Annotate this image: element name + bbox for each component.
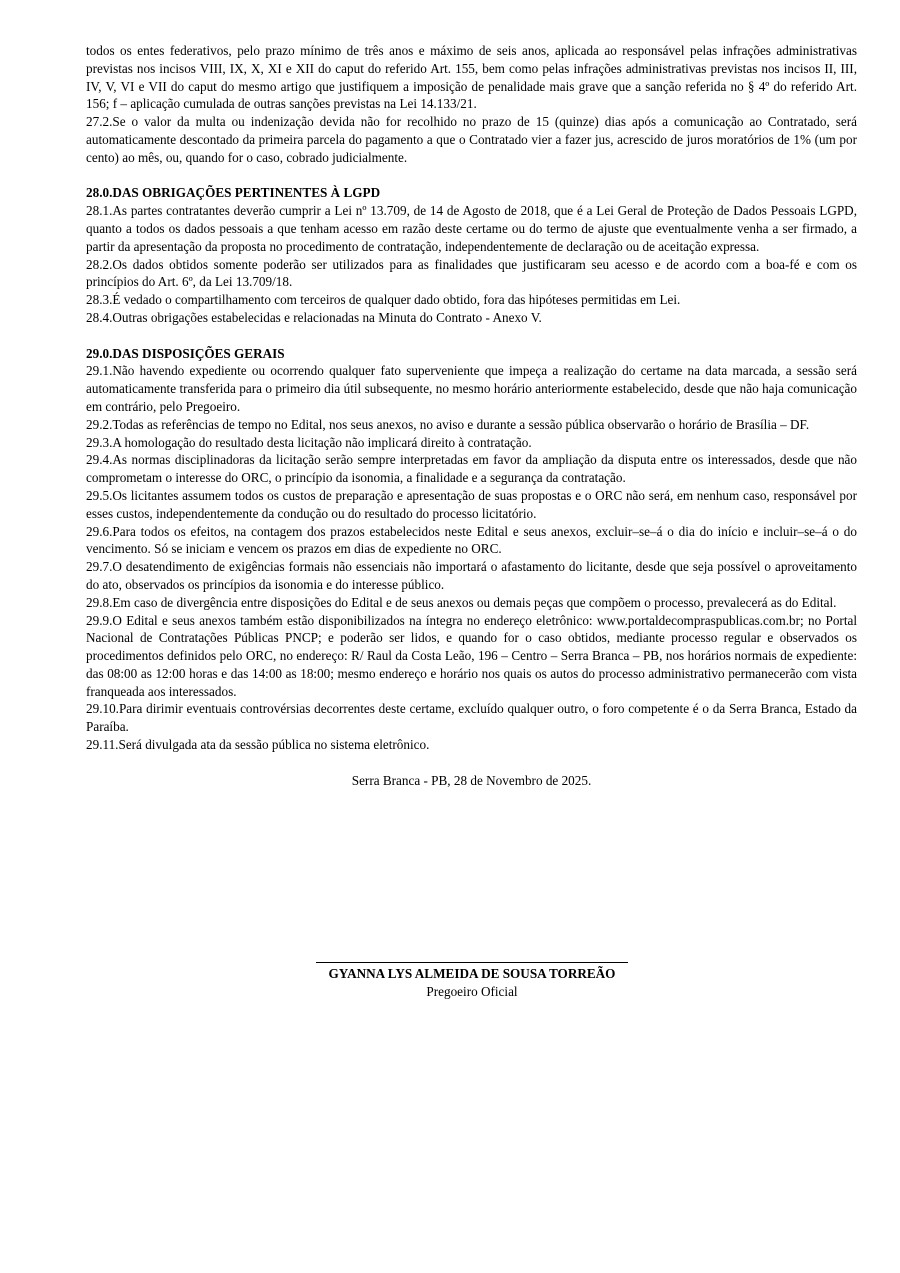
clause-28-4: 28.4.Outras obrigações estabelecidas e relacionadas na Minuta do Contrato - Anexo V. xyxy=(86,309,542,325)
clause-28-2: 28.2.Os dados obtidos somente poderão ser utilizados para as finalidades que justificaram seu acesso e de acordo com a boa-fé e com os princípios do Art. 6º, da Lei 13.709/18. xyxy=(86,256,857,290)
clause-27-2: 27.2.Se o valor da multa ou indenização devida não for recolhido no prazo de 15 (quinze) dias após a comunicação ao Contratado, será automaticamente descontado da primeira parcela do pagamento a que o Contratado vier a fazer jus, acrescido de juros moratórios de 1% (um por cento) ao mês, ou, quando for o caso, cobrado judicialmente. xyxy=(86,114,857,165)
clause-29-10: 29.10.Para dirimir eventuais controvérsias decorrentes deste certame, excluído qualquer outro, o foro competente é o da Serra Branca, Estado da Paraíba. xyxy=(86,701,857,735)
signature-block xyxy=(314,962,630,1001)
spacer xyxy=(86,754,857,772)
section-28-title: 28.0.DAS OBRIGAÇÕES PERTINENTES À LGPD xyxy=(86,185,381,201)
spacer xyxy=(86,167,857,185)
clause-29-1: 29.1.Não havendo expediente ou ocorrendo qualquer fato superveniente que impeça a realização do certame na data marcada, a sessão será automaticamente transferida para o primeiro dia útil subsequente, no mesmo horário anteriormente estabelecido, desde que não haja comunicação em contrário, pelo Pregoeiro. xyxy=(86,363,857,414)
clause-28-3: 28.3.É vedado o compartilhamento com terceiros de qualquer dado obtido, fora das hipóteses permitidas em Lei. xyxy=(86,292,681,308)
document-page xyxy=(86,42,857,789)
spacer xyxy=(86,327,857,345)
clause-29-8: 29.8.Em caso de divergência entre disposições do Edital e de seus anexos ou demais peças que compõem o processo, prevalecerá as do Edital. xyxy=(86,594,837,610)
signatory-role: Pregoeiro Oficial xyxy=(426,983,518,999)
clause-28-1: 28.1.As partes contratantes deverão cumprir a Lei nº 13.709, de 14 de Agosto de 2018, que é a Lei Geral de Proteção de Dados Pessoais LGPD, quanto a todos os dados pessoais a que tenham acesso em razão deste certame ou do termo de ajuste que eventualmente venha a ser firmado, a partir da apresentação da proposta no procedimento de contratação, independentemente de declaração ou de aceitação expressa. xyxy=(86,203,857,254)
date-line: Serra Branca - PB, 28 de Novembro de 2025. xyxy=(351,772,592,788)
clause-29-11: 29.11.Será divulgada ata da sessão pública no sistema eletrônico. xyxy=(86,737,430,753)
intro-paragraph: todos os entes federativos, pelo prazo mínimo de três anos e máximo de seis anos, aplicada ao responsável pelas infrações administrativas previstas nos incisos VIII, IX, X, XI e XII do caput do referido Art. 155, bem como pelas infrações administrativas previstas nos incisos II, III, IV, V, VI e VII do caput do mesmo artigo que justifiquem a imposição de penalidade mais grave que a sanção referida no § 4º do referido Art. 156; f – aplicação cumulada de outras sanções previstas na Lei 14.133/21. xyxy=(86,43,857,112)
clause-29-6: 29.6.Para todos os efeitos, na contagem dos prazos estabelecidos neste Edital e seus anexos, excluir–se–á o dia do início e incluir–se–á o do vencimento. Só se iniciam e vencem os prazos em dias de expediente no ORC. xyxy=(86,523,857,557)
signature-line xyxy=(316,962,628,963)
clause-29-9: 29.9.O Edital e seus anexos também estão disponibilizados na íntegra no endereço eletrônico: www.portaldecompraspublicas.com.br; no Portal Nacional de Contratações Públicas PNCP; e poderão ser lidos, e quando for o caso obtidos, mediante processo regular e observados os procedimentos definidos pelo ORC, no endereço: R/ Raul da Costa Leão, 196 – Centro – Serra Branca – PB, nos horários normais de expediente: das 08:00 as 12:00 horas e das 14:00 as 18:00; mesmo endereço e horário nos quais os autos do processo administrativo permanecerão com vista franqueada aos interessados. xyxy=(86,612,857,699)
signatory-name: GYANNA LYS ALMEIDA DE SOUSA TORREÃO xyxy=(328,966,616,981)
clause-29-2: 29.2.Todas as referências de tempo no Edital, nos seus anexos, no aviso e durante a sessão pública observarão o horário de Brasília – DF. xyxy=(86,416,810,432)
clause-29-5: 29.5.Os licitantes assumem todos os custos de preparação e apresentação de suas propostas e o ORC não será, em nenhum caso, responsável por esses custos, independentemente da condução ou do resultado do processo licitatório. xyxy=(86,487,857,521)
clause-29-7: 29.7.O desatendimento de exigências formais não essenciais não importará o afastamento do licitante, desde que seja possível o aproveitamento do ato, observados os princípios da isonomia e do interesse público. xyxy=(86,559,857,592)
clause-29-4: 29.4.As normas disciplinadoras da licitação serão sempre interpretadas em favor da ampliação da disputa entre os interessados, desde que não comprometam o interesse do ORC, o princípio da isonomia, a finalidade e a segurança da contratação. xyxy=(86,452,857,486)
section-29-title: 29.0.DAS DISPOSIÇÕES GERAIS xyxy=(86,345,285,361)
clause-29-3: 29.3.A homologação do resultado desta licitação não implicará direito à contratação. xyxy=(86,434,532,450)
